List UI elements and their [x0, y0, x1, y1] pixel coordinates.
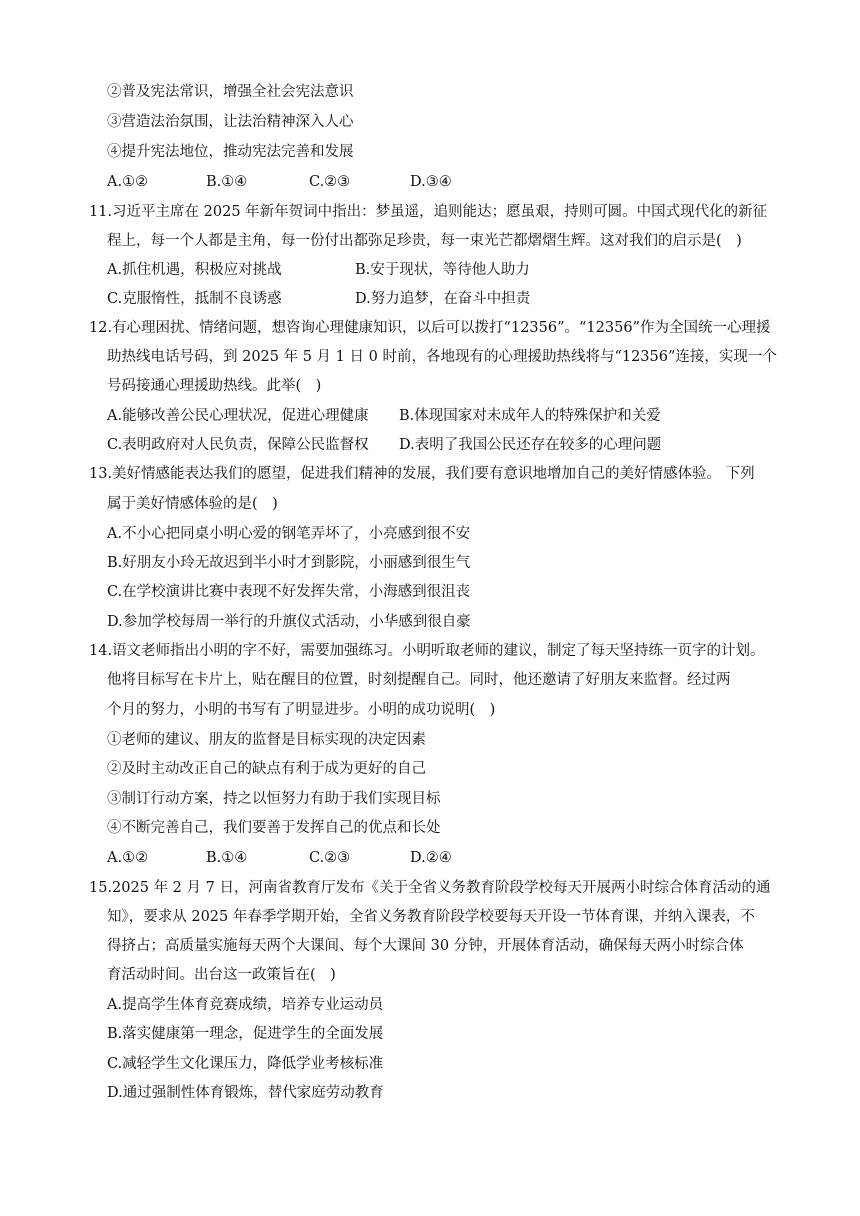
option-b: B.体现国家对未成年人的特殊保护和关爱 — [399, 408, 661, 424]
question-stem-line: 属于美好情感体验的是( ) — [107, 496, 278, 512]
option-c: C.②③ — [309, 174, 351, 190]
question-stem-line: 15.2025 年 2 月 7 日，河南省教育厅发布《关于全省义务教育阶段学校每天开展两小时综合体育活动的通 — [89, 880, 771, 896]
option-a: A.①② — [107, 174, 149, 190]
option-b: B.安于现状，等待他人助力 — [355, 262, 530, 278]
question-stem-line: 知》，要求从 2025 年春季学期开始，全省义务教育阶段学校要每天开设一节体育课，并纳入课表，不 — [107, 909, 755, 925]
option-a: A.能够改善公民心理状况，促进心理健康 — [107, 408, 369, 424]
question-stem-line: 11.习近平主席在 2025 年新年贺词中指出：梦虽遥，追则能达；愿虽艰，持则可圆。中国式现代化的新征 — [89, 204, 768, 220]
option-d: D.参加学校每周一举行的升旗仪式活动，小华感到很自豪 — [107, 614, 471, 630]
option-b: B.好朋友小玲无故迟到半小时才到影院，小丽感到很生气 — [107, 555, 471, 571]
option-d: D.通过强制性体育锻炼，替代家庭劳动教育 — [107, 1085, 384, 1101]
option-d: D.③④ — [410, 174, 452, 190]
option-d: D.表明了我国公民还存在较多的心理问题 — [399, 437, 662, 453]
question-stem-line: 13.美好情感能表达我们的愿望，促进我们精神的发展，我们要有意识地增加自己的美好情感体验。 下列 — [89, 466, 755, 482]
option-a: A.提高学生体育竞赛成绩，培养专业运动员 — [107, 997, 384, 1013]
option-b: B.落实健康第一理念，促进学生的全面发展 — [107, 1026, 384, 1042]
question-stem-line: 他将目标写在卡片上，贴在醒目的位置，时刻提醒自己。同时，他还邀请了好朋友来监督。经过两 — [107, 672, 731, 688]
question-stem-line: 个月的努力，小明的书写有了明显进步。小明的成功说明( ) — [107, 702, 496, 718]
option-c: C.表明政府对人民负责，保障公民监督权 — [107, 437, 369, 453]
statement-2: ②及时主动改正自己的缺点有利于成为更好的自己 — [107, 761, 426, 777]
option-d: D.努力追梦，在奋斗中担责 — [355, 291, 531, 307]
statement-1: ①老师的建议、朋友的监督是目标实现的决定因素 — [107, 732, 426, 748]
question-stem-line: 14.语文老师指出小明的字不好，需要加强练习。小明听取老师的建议，制定了每天坚持练一页字的计划。 — [89, 643, 765, 659]
option-c: C.减轻学生文化课压力，降低学业考核标准 — [107, 1056, 384, 1072]
option-d: D.②④ — [410, 850, 452, 866]
option-c: C.在学校演讲比赛中表现不好发挥失常，小海感到很沮丧 — [107, 584, 471, 600]
option-a: A.抓住机遇，积极应对挑战 — [107, 262, 282, 278]
question-stem-line: 号码接通心理援助热线。此举( ) — [107, 378, 322, 394]
question-stem-line: 12.有心理困扰、情绪问题，想咨询心理健康知识，以后可以拨打“12356”。“12356”作为全国统一心理援 — [89, 320, 771, 336]
statement-3: ③营造法治氛围，让法治精神深入人心 — [107, 114, 354, 130]
statement-3: ③制订行动方案，持之以恒努力有助于我们实现目标 — [107, 791, 441, 807]
option-a: A.①② — [107, 850, 149, 866]
question-stem-line: 育活动时间。出台这一政策旨在( ) — [107, 967, 336, 983]
statement-4: ④提升宪法地位，推动宪法完善和发展 — [107, 144, 354, 160]
statement-2: ②普及宪法常识，增强全社会宪法意识 — [107, 84, 354, 100]
question-stem-line: 得挤占；高质量实施每天两个大课间、每个大课间 30 分钟，开展体育活动，确保每天两小时综合体 — [107, 938, 744, 954]
option-c: C.②③ — [309, 850, 351, 866]
option-c: C.克服惰性，抵制不良诱惑 — [107, 291, 282, 307]
option-a: A.不小心把同桌小明心爱的钢笔弄坏了，小亮感到很不安 — [107, 526, 471, 542]
option-b: B.①④ — [206, 850, 248, 866]
statement-4: ④不断完善自己，我们要善于发挥自己的优点和长处 — [107, 820, 441, 836]
question-stem-line: 助热线电话号码，到 2025 年 5 月 1 日 0 时前，各地现有的心理援助热线将与“12356”连接，实现一个 — [107, 349, 777, 365]
question-stem-line: 程上，每一个人都是主角，每一份付出都弥足珍贵，每一束光芒都熠熠生辉。这对我们的启示是( ) — [107, 233, 742, 249]
option-b: B.①④ — [206, 174, 248, 190]
